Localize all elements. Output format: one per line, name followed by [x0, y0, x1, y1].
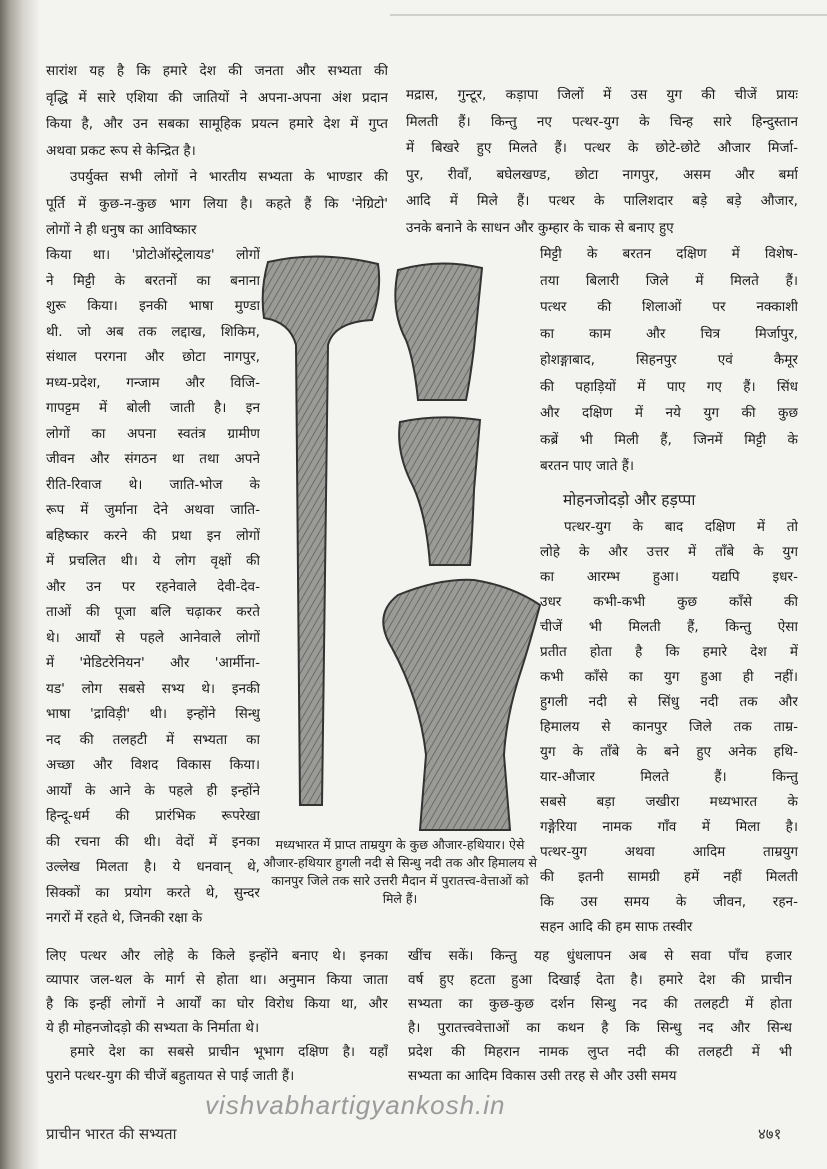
text-line: आर्यों के आने के पहले ही इन्होंने [46, 782, 260, 799]
text-line: सारांश यह है कि हमारे देश की जनता और सभ्यता की [46, 63, 388, 79]
text-line: लोहे के और उत्तर में ताँबे के युग [540, 544, 798, 560]
text-line: ने मिट्टी के बरतनों का बनाना [46, 272, 260, 289]
text-block-bottom-right [408, 944, 792, 1088]
long-axe-tool [263, 256, 379, 805]
text-line: हुगली नदी से सिंधु नदी तक और [540, 694, 798, 710]
text-line: ताओं की पूजा बलि चढ़ाकर करते [46, 604, 260, 620]
text-line: प्रतीत होता है कि हमारे देश में [540, 644, 798, 660]
text-line: और दक्षिण में नये युग की कुछ [540, 405, 798, 421]
text-line: मिट्टी के बरतन दक्षिण में विशेष- [540, 246, 798, 262]
text-block-right-column-a [540, 241, 798, 480]
text-block-top-right [406, 82, 798, 241]
text-line: वृद्धि में सारे एशिया की जातियों ने अपना-अपना अंश प्रदान [46, 89, 388, 106]
text-line: चीजें भी मिलती हैं, किन्तु ऐसा [540, 619, 798, 635]
page-binding-shadow [0, 0, 40, 1169]
section-heading: मोहनजोदड़ो और हड़प्पा [563, 491, 696, 509]
axe-head-bottom [383, 580, 540, 830]
text-line: और उन पर रहनेवाले देवी-देव- [46, 578, 260, 595]
text-line: का काम और चित्र मिर्जापुर, [540, 325, 798, 342]
text-line: नद की तलहटी में सभ्यता का [46, 731, 260, 748]
text-line: उल्लेख मिलता है। ये धनवान् थे, [46, 859, 260, 875]
text-line: रीति-रिवाज थे। जाति-भोज के [46, 476, 260, 493]
text-line: मिलती हैं। किन्तु नए पत्थर-युग के चिन्ह सारे हिन्दुस्तान [406, 113, 798, 130]
axe-head-top [395, 263, 482, 400]
text-line: की पहाड़ियों में पाए गए हैं। सिंध [540, 378, 798, 395]
text-line: थे। आर्यों से पहले आनेवाले लोगों [46, 629, 260, 646]
text-line: होशङ्गाबाद, सिहनपुर एवं कैमूर [540, 352, 798, 368]
text-line: है। पुरातत्त्ववेत्ताओं का कथन है कि सिन्धु नद और सिन्ध [408, 1020, 792, 1036]
text-line: बरतन पाए जाते हैं। [540, 458, 635, 474]
text-line: थी. जो अब तक लद्दाख, शिकिम, [46, 323, 260, 340]
copper-age-tools-illustration [260, 250, 550, 835]
text-line: पुर, रीवाँ, बघेलखण्ड, छोटा नागपुर, असम और बर्मा [406, 166, 798, 183]
text-line: किया है, और उन सबका सामूहिक प्रयत्न हमारे देश में गुप्त [46, 116, 388, 132]
text-line: लोगों का अपना स्वतंत्र ग्रामीण [46, 425, 260, 442]
text-line: में बिखरे हुए मिलते हैं। पत्थर के छोटे-छोटे औजार मिर्जा- [406, 140, 798, 156]
text-line: कि उस समय के जीवन, रहन- [540, 894, 798, 910]
text-line: अथवा प्रकट रूप से केन्द्रित है। [46, 142, 196, 159]
text-line: ये ही मोहनजोदड़ो की सभ्यता के निर्माता थे। [46, 1020, 260, 1036]
page-number: ४७१ [758, 1125, 782, 1143]
text-line: गङ्गेरिया नामक गाँव में मिला है। [540, 819, 798, 835]
text-line: पूर्ति में कुछ-न-कुछ भाग लिया है। कहते हैं कि 'नेग्रिटो' [46, 195, 388, 212]
text-line: किया था। 'प्रोटोऑस्ट्रेलायड' लोगों [46, 247, 260, 263]
text-line: शुरू किया। इनकी भाषा मुण्डा [46, 298, 260, 314]
text-line: आदि में मिले हैं। पत्थर के पालिशदार बड़े बड़े औजार, [406, 193, 798, 209]
text-line: उपर्युक्त सभी लोगों ने भारतीय सभ्यता के भाण्डार की [70, 169, 388, 185]
text-line: मध्य-प्रदेश, गन्जाम और विजि- [46, 374, 260, 391]
text-line: लिए पत्थर और लोहे के किले इन्होंने बनाए थे। इनका [46, 948, 388, 964]
text-line: पत्थर की शिलाओं पर नक्काशी [540, 299, 798, 315]
text-line: सभ्यता का आदिम विकास उसी तरह से और उसी समय [408, 1068, 677, 1084]
text-line: सबसे बड़ा जखीरा मध्यभारत के [540, 794, 798, 810]
text-line: सिक्कों का प्रयोग करते थे, सुन्दर [46, 884, 260, 901]
text-line: है कि इन्हीं लोगों ने आर्यों का घोर विरोध किया था, और [46, 996, 388, 1012]
text-line: वर्ष हुए हटता हुआ दिखाई देता है। हमारे देश की प्राचीन [408, 972, 792, 988]
text-line: यार-औजार मिलते हैं। किन्तु [540, 769, 798, 785]
text-line: में प्रचलित थी। ये लोग वृक्षों की [46, 553, 260, 569]
text-line: में 'मेडिटरेनियन' और 'आर्मीना- [46, 655, 260, 671]
text-line: युग के ताँबे के बने हुए अनेक हथि- [540, 744, 798, 760]
text-line: हिमालय से कानपुर जिले तक ताम्र- [540, 719, 798, 735]
page-top-edge [390, 14, 827, 16]
text-block-left-column [46, 243, 260, 932]
figure-caption: मध्यभारत में प्राप्त ताम्रयुग के कुछ औजार-हथियार। ऐसे औजार-हथियार हुगली नदी से सिन्धु नदी तक और हिमालय से कानपुर जिले तक सारे उत्तरी मैदान में पुरातत्त्व-वेत्ताओं को मिले हैं। [263, 837, 537, 906]
text-line: अच्छा और विशद विकास किया। [46, 757, 260, 773]
text-line: व्यापार जल-थल के मार्ग से होता था। अनुमान किया जाता [46, 972, 388, 988]
text-line: बहिष्कार करने की प्रथा इन लोगों [46, 527, 260, 544]
text-line: भाषा 'द्राविड़ी' थी। इन्होंने सिन्धु [46, 706, 260, 722]
text-line: सहन आदि की हम साफ तस्वीर [540, 919, 693, 935]
text-line: गापट्टम में बोली जाती है। इन [46, 400, 260, 416]
text-line: संथाल परगना और छोटा नागपुर, [46, 349, 260, 365]
text-block-right-column-b [540, 515, 798, 940]
text-line: हमारे देश का सबसे प्राचीन भूभाग दक्षिण है। यहाँ [70, 1044, 388, 1060]
text-line: मद्रास, गुन्टूर, कड़ापा जिलों में उस युग की चीजें प्रायः [406, 87, 798, 103]
text-line: नगरों में रहते थे, जिनकी रक्षा के [46, 910, 203, 926]
text-line: खींच सकें। किन्तु यह धुंधलापन अब से सवा पाँच हजार [408, 948, 792, 964]
text-line: पत्थर-युग अथवा आदिम ताम्रयुग [540, 844, 798, 860]
text-line: कभी काँसे का युग हुआ ही नहीं। [540, 669, 798, 685]
text-line: यड' लोग सबसे सभ्य थे। इनकी [46, 680, 260, 697]
text-line: की इतनी सामग्री हमें नहीं मिलती [540, 869, 798, 885]
text-line: उधर कभी-कभी कुछ काँसे की [540, 594, 798, 610]
text-line: कब्रें भी मिली हैं, जिनमें मिट्टी के [540, 431, 798, 448]
text-line: सभ्यता का कुछ-कुछ दर्शन सिन्धु नद की तलहटी में होता [408, 996, 792, 1012]
text-block-bottom-left [46, 944, 388, 1088]
text-line: का आरम्भ हुआ। यद्यपि इधर- [540, 569, 798, 585]
text-block-top-left [46, 58, 388, 244]
text-line: प्रदेश की मिहरान नामक लुप्त नदी की तलहटी में भी [408, 1044, 792, 1060]
text-line: पुराने पत्थर-युग की चीजें बहुतायत से पाई जाती हैं। [46, 1068, 295, 1084]
text-line: लोगों ने ही धनुष का आविष्कार [46, 222, 197, 238]
axe-head-middle [399, 417, 480, 565]
text-line: रूप में जुर्माना देने अथवा जाति- [46, 502, 260, 518]
footer-book-title: प्राचीन भारत की सभ्यता [46, 1125, 177, 1143]
text-line: पत्थर-युग के बाद दक्षिण में तो [564, 519, 798, 535]
text-line: तया बिलारी जिले में मिलते हैं। [540, 272, 798, 289]
text-line: जीवन और संगठन था तथा अपने [46, 451, 260, 467]
text-line: हिन्दू-धर्म की प्रारंभिक रूपरेखा [46, 808, 260, 824]
text-line: की रचना की थी। वेदों में इनका [46, 833, 260, 850]
watermark: vishvabhartigyankosh.in [205, 1090, 506, 1120]
text-line: उनके बनाने के साधन और कुम्हार के चाक से बनाए हुए [406, 219, 674, 236]
